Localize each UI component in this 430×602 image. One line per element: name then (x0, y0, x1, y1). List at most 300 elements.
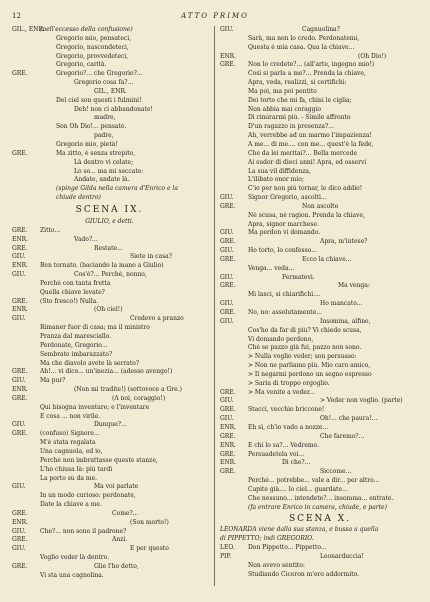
script-line (220, 553, 420, 562)
line-text: (Son morto!) (130, 518, 169, 526)
script-line (12, 141, 207, 150)
line-text: Chè se pazzo già fui, pazzo non sono. (248, 344, 362, 352)
line-text: È cosa ... non virile. (40, 412, 101, 420)
script-line (220, 535, 420, 544)
line-text: Restate... (94, 244, 123, 252)
line-text: Là dentro vi celate; (74, 158, 134, 166)
speaker-label: GIU. (220, 317, 234, 325)
line-text: No, no: assolutamente... (248, 309, 322, 316)
script-line (12, 35, 207, 44)
line-text: Gregorio mio, pensateci, (56, 34, 132, 42)
speaker-label: GRE. (12, 394, 28, 402)
line-text: Apra, veda, realizzi, si certifichi: (248, 79, 347, 87)
line-text: D'un ragazzo in presenza?... (248, 123, 334, 131)
line-text: Gregorio?... che Gregorio?... (56, 70, 143, 78)
script-line (12, 185, 207, 194)
speaker-label: GRE. (220, 202, 236, 210)
script-line (220, 442, 420, 451)
script-line (220, 141, 420, 150)
line-text: Apra, signor marchese. (248, 220, 319, 228)
script-line (12, 492, 207, 501)
line-text: Che faremo?... (320, 432, 365, 440)
speaker-label: GIU. (12, 545, 26, 553)
line-text: Siete in casa? (130, 253, 172, 261)
line-text: Credevo a pranzo (130, 315, 184, 323)
line-text: Zitto... (40, 226, 61, 234)
script-line (220, 504, 420, 513)
script-line (220, 229, 420, 238)
speaker-label: GRE. (220, 309, 236, 316)
stage-direction: LEONARDA viene dalla sua stanza, e bussa a quella (220, 526, 379, 534)
script-line (12, 519, 207, 528)
speaker-label: GRE. (12, 70, 28, 78)
script-line (12, 168, 207, 177)
line-text: La sua vil diffidenza, (248, 167, 311, 175)
speaker-label: PIP. (220, 552, 232, 560)
line-text: (confuso) Signore... (40, 430, 100, 438)
line-text: In un modo curioso: perdonate, (40, 492, 136, 500)
speaker-label: GIU. (220, 247, 234, 255)
speaker-label: ENR. (220, 441, 237, 449)
script-line (220, 61, 420, 70)
stage-direction: (nell'eccesso della confusione) (40, 26, 133, 33)
script-line (12, 368, 207, 377)
script-line (12, 377, 207, 386)
speaker-label: GRE. (12, 244, 28, 252)
line-text: Così si parla a me?... Prenda la chiave, (248, 70, 366, 78)
line-text: madre, (94, 114, 116, 122)
script-line (220, 424, 420, 433)
script-line (12, 306, 207, 315)
script-line (12, 528, 207, 537)
line-text: Fermatevi. (282, 273, 315, 281)
script-line (12, 483, 207, 492)
speaker-label: GIU. (220, 194, 234, 202)
speaker-label: GRE. (12, 149, 28, 157)
line-text: Cagnuolina? (302, 26, 340, 33)
stage-direction: chiude dentro) (56, 194, 101, 202)
speaker-label: GIU. (12, 253, 26, 261)
script-line (220, 451, 420, 460)
line-text: > Non ne parliamo più. Mio caro amico, (248, 362, 371, 370)
line-text: Perchè non imbrattasse queste stanze, (40, 456, 158, 464)
script-line (12, 150, 207, 159)
line-text: Qui bisogna inventare; e l'inventare (40, 403, 150, 411)
line-text: Ben tornato. (baciando la mano a Giulio) (40, 262, 164, 270)
line-text: Dei torto che mi fa, chini le ciglia; (248, 96, 352, 104)
line-text: Non ascolto (302, 202, 339, 210)
line-text: Ma zitto, è senza strepito, (56, 149, 136, 157)
line-text: Ma che diavolo avete là serrato? (40, 359, 140, 367)
script-line (12, 132, 207, 141)
script-line (12, 53, 207, 62)
script-line (12, 97, 207, 106)
script-line (12, 298, 207, 307)
line-text: Son Oh Dio!... pensate. (56, 123, 127, 131)
script-line (220, 486, 420, 495)
script-line (12, 475, 207, 484)
script-line (220, 168, 420, 177)
line-text: E chi lo sa?... Vedremo. (248, 441, 319, 449)
script-line (220, 106, 420, 115)
speaker-label: GRE. (12, 368, 28, 376)
script-line (220, 70, 420, 79)
speaker-label: ENR. (220, 52, 237, 60)
speaker-label: GIU. (12, 421, 26, 429)
script-line (12, 395, 207, 404)
speaker-label: GRE. (12, 297, 28, 305)
line-text: > Nulla voglio veder; son persuaso: (248, 353, 357, 361)
script-line (12, 61, 207, 70)
line-text: Vado?... (74, 235, 98, 243)
speaker-label: GRE. (220, 468, 236, 476)
line-text: Gregorio cosa fa?... (74, 79, 134, 87)
script-line (220, 459, 420, 468)
script-line (12, 554, 207, 563)
line-text: Ma venga: (338, 282, 370, 290)
script-line (220, 26, 420, 35)
script-line (12, 44, 207, 53)
line-text: Siccome... (320, 468, 352, 476)
script-line (12, 413, 207, 422)
script-line (220, 185, 420, 194)
line-text: Apra, m'intese? (320, 238, 368, 246)
line-text: Ma perdon vi domando. (248, 229, 321, 237)
line-text: Perchè con tanta fretta (40, 279, 111, 287)
script-line (12, 123, 207, 132)
script-line (12, 106, 207, 115)
script-line (12, 351, 207, 360)
page-number: 12 (12, 12, 21, 20)
line-text: Non abbia mai coraggio (248, 105, 322, 113)
script-line (12, 572, 207, 581)
script-line (220, 300, 420, 309)
script-line (12, 536, 207, 545)
scene-characters: GIULIO, e detti. (85, 217, 134, 225)
script-line (12, 421, 207, 430)
script-line (220, 309, 420, 318)
script-line (220, 353, 420, 362)
script-line (220, 344, 420, 353)
line-text: L'ilibato onor mio; (248, 176, 304, 184)
script-line (220, 44, 420, 53)
script-line (220, 203, 420, 212)
line-text: Vi sta una cagnolina. (40, 571, 104, 579)
speaker-label: GRE. (12, 509, 28, 517)
line-text: Del ciel son questi i fulmini! (56, 96, 142, 104)
script-line (12, 262, 207, 271)
script-line (12, 563, 207, 572)
script-line (12, 333, 207, 342)
speaker-label: LEO. (220, 544, 235, 552)
speaker-label: GIU. (220, 26, 234, 33)
script-line (220, 282, 420, 291)
script-line (12, 342, 207, 351)
running-title: ATTO PRIMO (181, 12, 249, 20)
script-line (12, 289, 207, 298)
line-text: Eh sì, ch'io vado a nozze... (248, 423, 329, 431)
line-text: > Saria di troppo orgoglio. (248, 379, 330, 387)
script-line (12, 510, 207, 519)
line-text: Ho mancato... (320, 300, 363, 308)
line-text: Ma poi, ma poi pentito (248, 87, 317, 95)
speaker-label: GIU. (220, 300, 234, 308)
speaker-label: GIU. (12, 377, 26, 385)
line-text: Don Pippetto... Pippetto... (248, 544, 327, 552)
line-text: Sembrate imbarazzato? (40, 350, 113, 358)
script-line (220, 97, 420, 106)
line-text: Lo so... ma mi seccate: (74, 167, 144, 175)
script-line (12, 114, 207, 123)
script-line (220, 526, 420, 535)
column-divider (214, 26, 215, 586)
line-text: padre, (94, 132, 114, 140)
line-text: Di che?... (282, 459, 311, 467)
line-text: Ai sudor di dieci anni! Apra, ed osservi (248, 158, 367, 166)
script-line (220, 53, 420, 62)
script-line (220, 389, 420, 398)
line-text: Gregorio, provvedeteci, (56, 52, 129, 60)
speaker-label: GRE. (12, 562, 28, 570)
line-text: (Non mi tradite!) (sottovoce a Gre.) (74, 386, 182, 394)
script-line (220, 274, 420, 283)
script-line (220, 495, 420, 504)
script-line (220, 247, 420, 256)
line-text: Che da lei meritai?... Bella mercede (248, 149, 358, 157)
line-text: Deh! non ci abbandonate! (74, 105, 153, 113)
script-line (12, 448, 207, 457)
script-line (220, 79, 420, 88)
line-text: Gregorio mio, pietà! (56, 140, 118, 148)
speaker-label: ENR. (12, 262, 29, 270)
script-line (12, 227, 207, 236)
speaker-label: GIL., ENR. (12, 26, 45, 33)
line-text: Mi lasci, si chiarifichi.... (248, 291, 321, 299)
line-text: L'ho chiusa là: più tardi (40, 465, 113, 473)
script-line (220, 318, 420, 327)
script-line (12, 79, 207, 88)
speaker-label: ENR. (220, 459, 237, 467)
script-line (12, 159, 207, 168)
line-text: Ma voi parlate (94, 483, 139, 491)
line-text: (Oh ciel!) (94, 306, 123, 314)
speaker-label: GRE. (12, 536, 28, 544)
line-text: Una cagnuola, ed io, (40, 447, 103, 455)
line-text: Dunque?... (94, 421, 127, 429)
line-text: Venga... veda... (248, 264, 295, 272)
script-line (220, 132, 420, 141)
line-text: Signor Gregorio, ascolti... (248, 194, 327, 202)
line-text: > Ma venite a veder... (248, 388, 315, 396)
script-line (12, 88, 207, 97)
script-line (12, 176, 207, 185)
script-line (220, 397, 420, 406)
line-text: Perchè... potrebbe... vale a dir... per altro... (248, 477, 380, 485)
stage-direction: (fa entrare Enrico in camera, chiude, e parte) (248, 503, 387, 511)
line-text: Ma pur? (40, 377, 66, 385)
script-line (12, 26, 207, 35)
script-line (12, 194, 207, 203)
script-line (12, 430, 207, 439)
line-text: Studiando Ciceron m'ero addormito. (248, 570, 360, 578)
scene-heading: SCENA X. (288, 514, 352, 525)
line-text: Sarà, ma non lo credo. Perdonatemi, (248, 34, 360, 42)
line-text: (Sto fresco!) Nulla. (40, 297, 99, 305)
left-column (12, 26, 207, 581)
speaker-label: GRE. (220, 238, 236, 246)
line-text: Andate, andate là. (74, 176, 130, 184)
script-line (220, 415, 420, 424)
page-header (0, 12, 430, 24)
line-text: Date la chiave a me. (40, 501, 102, 509)
line-text: Come?... (112, 509, 139, 517)
script-line (12, 70, 207, 79)
script-line (220, 477, 420, 486)
script-line (12, 271, 207, 280)
script-line (220, 291, 420, 300)
script-line (12, 253, 207, 262)
script-line (12, 386, 207, 395)
line-text: Pranza dal maresciallo. (40, 333, 112, 340)
script-line (12, 315, 207, 324)
script-line (12, 324, 207, 333)
script-line (220, 371, 420, 380)
line-text: Non avevo sentito: (248, 561, 305, 569)
speaker-label: ENR. (12, 518, 29, 526)
script-line (220, 176, 420, 185)
line-text: Che?... non sono il padrone? (40, 527, 127, 535)
script-line (12, 501, 207, 510)
script-line (220, 114, 420, 123)
stage-direction: di PIPPETTO; indi GREGORIO. (220, 535, 314, 543)
line-text: Ecco la chiave... (302, 255, 352, 263)
script-line (220, 562, 420, 571)
line-text: (Oh Dio!) (358, 52, 387, 60)
line-text: Cos'ho da far di più? Vi chiedo scusa, (248, 326, 362, 334)
line-text: Non lo credete?... (all'arte, ingegno mio!) (248, 61, 375, 69)
line-text: Glie l'ho detto, (94, 562, 139, 570)
script-line (12, 280, 207, 289)
line-text: GIL., ENR. (94, 87, 127, 95)
script-line (12, 360, 207, 369)
script-line (220, 544, 420, 553)
line-text: Vi domando perdono, (248, 335, 314, 343)
speaker-label: GIU. (220, 415, 234, 423)
speaker-label: GIU. (220, 397, 234, 405)
speaker-label: ENR. (12, 386, 29, 394)
speaker-label: GIU. (12, 483, 26, 491)
line-text: Di rimirarmi più. - Simile affronto (248, 114, 351, 122)
script-line (12, 236, 207, 245)
speaker-label: GIU. (12, 315, 26, 323)
script-line (220, 194, 420, 203)
script-line (220, 468, 420, 477)
script-line (220, 327, 420, 336)
line-text: Persuadetela voi... (248, 450, 305, 458)
script-line (12, 457, 207, 466)
script-line (12, 404, 207, 413)
speaker-label: GRE. (12, 226, 28, 234)
scene-heading: SCENA IX. (75, 204, 144, 215)
line-text: Quella chiave levate? (40, 288, 105, 296)
script-line (220, 362, 420, 371)
line-text: C'io per non più tornar, le dico addio! (248, 185, 363, 193)
line-text: Ah!... vi dico... un'inezia... (adesso avengo!) (40, 368, 173, 376)
script-line (220, 123, 420, 132)
line-text: Leonarduccia! (320, 552, 364, 560)
script-line (12, 439, 207, 448)
line-text: Che nessuno... intendete?... insomma... entrate. (248, 494, 394, 502)
line-text: Questa è mia casa. Qua la chiave... (248, 43, 355, 51)
speaker-label: GIU. (220, 229, 234, 237)
stage-direction: (spinge Gilda nella camera d'Enrico e la (56, 185, 178, 193)
script-line (220, 433, 420, 442)
script-line (220, 265, 420, 274)
line-text: (A noi, coraggio!) (112, 394, 166, 402)
right-column (220, 26, 420, 579)
script-line (220, 336, 420, 345)
line-text: Stacci, vecchio briccone! (248, 406, 325, 414)
speaker-label: GRE. (220, 61, 236, 69)
line-text: Ah, verrebbe ad un marmo l'impazienza! (248, 132, 372, 140)
script-line (12, 245, 207, 254)
line-text: > Il negarmi perdono un segno espresso (248, 370, 372, 378)
script-line (220, 571, 420, 580)
line-text: Perdonate, Gregorio... (40, 341, 108, 349)
line-text: La porto su da me. (40, 474, 98, 482)
line-text: Gregorio, carità. (56, 61, 107, 69)
script-line (12, 545, 207, 554)
line-text: Cos'è?... Perchè, nonno, (74, 271, 147, 279)
script-line (220, 212, 420, 221)
speaker-label: GRE. (220, 450, 236, 458)
speaker-label: GIU. (12, 271, 26, 279)
script-line (220, 150, 420, 159)
speaker-label: ENR. (12, 306, 29, 314)
line-text: Anzi. (112, 536, 128, 544)
line-text: Ho torto, lo confesso... (248, 247, 317, 255)
speaker-label: GIU. (12, 527, 26, 535)
script-line (220, 221, 420, 230)
line-text: Insomma, alfine, (320, 317, 371, 325)
speaker-label: GRE. (220, 282, 236, 290)
speaker-label: GRE. (220, 406, 236, 414)
line-text: Nè scusa, nè ragion. Prenda la chiave, (248, 211, 365, 219)
speaker-label: ENR. (12, 235, 29, 243)
line-text: M'è stata regalata (40, 439, 96, 447)
speaker-label: GRE. (12, 430, 28, 438)
script-line (220, 35, 420, 44)
line-text: > Veder non voglio. (parte) (320, 397, 403, 405)
line-text: Capite già.... lo ciel... guardate... (248, 485, 348, 493)
line-text: A me... di me.... con me... quest'è la fede, (248, 140, 374, 148)
script-line (220, 238, 420, 247)
line-text: Oh!... che paura!... (320, 415, 378, 423)
script-line (12, 466, 207, 475)
speaker-label: GRE. (220, 432, 236, 440)
line-text: Voglio veder là dentro. (40, 554, 110, 562)
line-text: E per questo (130, 545, 169, 553)
script-line (220, 159, 420, 168)
line-text: Gregorio, nascondeteci, (56, 43, 129, 51)
speaker-label: GRE. (220, 388, 236, 396)
script-line (220, 256, 420, 265)
script-line (220, 88, 420, 97)
speaker-label: GIU. (220, 273, 234, 281)
speaker-label: GRE. (220, 255, 236, 263)
speaker-label: ENR. (220, 423, 237, 431)
line-text: Rimaner fuor di casa; ma il ministro (40, 324, 150, 332)
